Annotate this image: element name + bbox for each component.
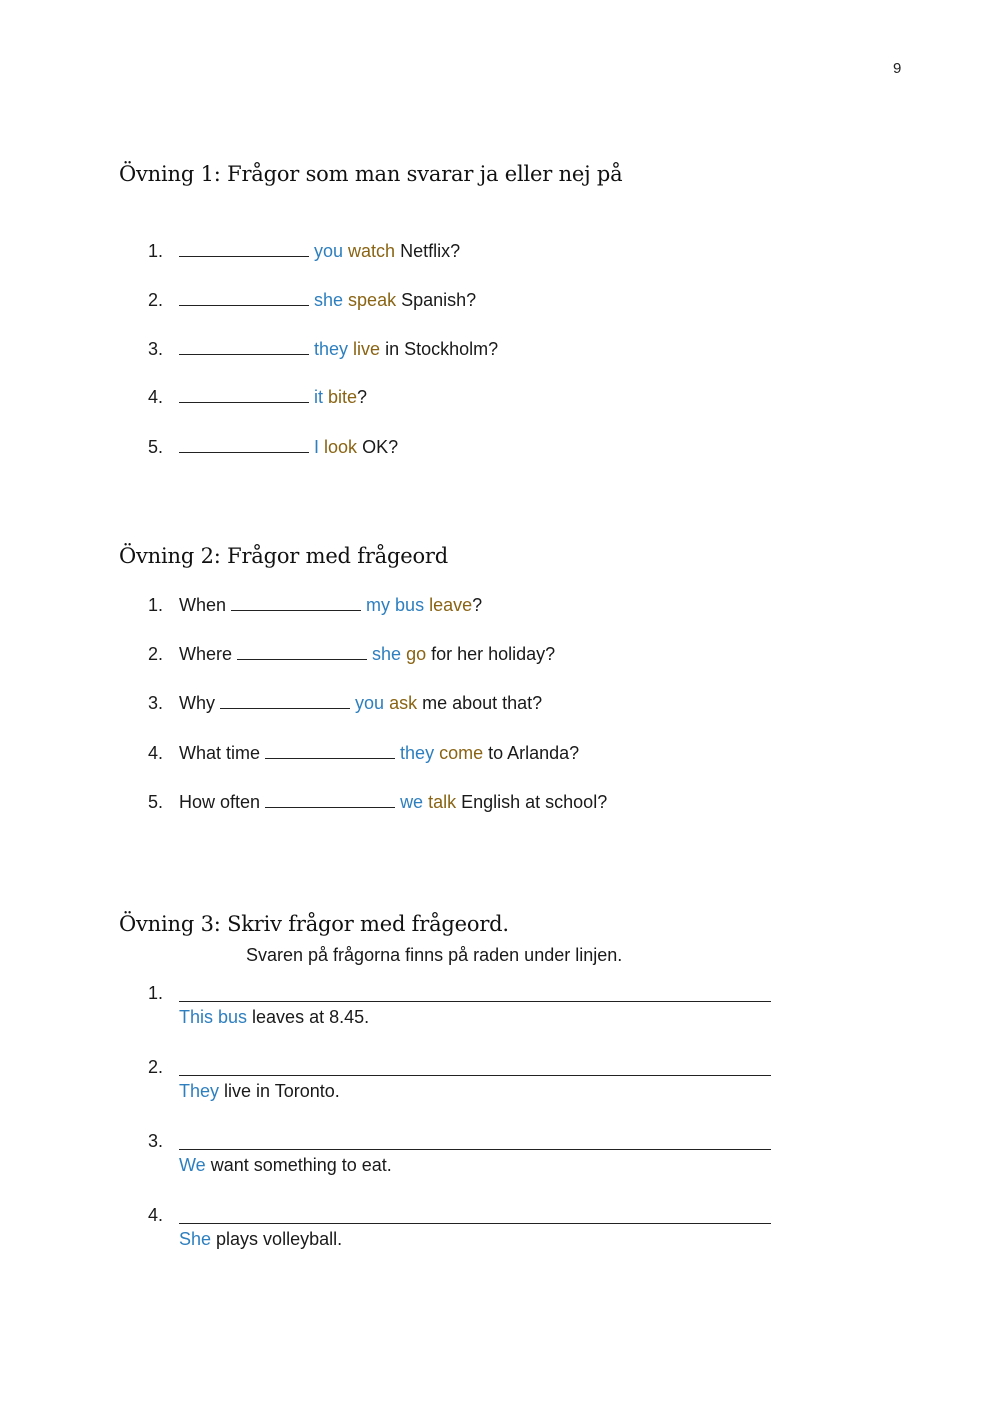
verb-word: watch [348,241,396,261]
answer-rest: live in Toronto. [219,1081,340,1101]
question-word: How often [179,792,261,812]
answer-line[interactable] [179,1205,771,1224]
question-word: Why [179,693,215,713]
subject-word: We [179,1155,206,1175]
ex2-item-3 [179,692,542,714]
answer-blank[interactable] [237,644,367,660]
answer-line[interactable] [179,1057,771,1076]
subject-word: they [400,743,435,763]
answer-rest: leaves at 8.45. [247,1007,370,1027]
question-rest: to Arlanda? [483,743,580,763]
ex2-item-4-number: 4. [148,743,164,763]
question-word: When [179,595,227,615]
ex1-item-3 [179,338,498,360]
question-rest: in Stockholm? [380,339,499,359]
subject-word: I [314,437,320,457]
subject-word: they [314,339,349,359]
ex2-item-1-number: 1. [148,595,164,615]
ex2-item-4 [179,742,579,764]
ex1-item-5 [179,436,398,458]
verb-word: live [353,339,381,359]
ex1-item-2-number: 2. [148,290,164,310]
subject-word: you [355,693,385,713]
answer-blank[interactable] [231,595,361,611]
ex3-item-4-number: 4. [148,1205,164,1225]
ex1-item-4-number: 4. [148,387,164,407]
subject-word: She [179,1229,212,1249]
subject-word: you [314,241,344,261]
answer-rest: plays volleyball. [211,1229,343,1249]
subject-word: she [372,644,402,664]
ex2-item-2-number: 2. [148,644,164,664]
answer-blank[interactable] [220,693,350,709]
subject-word: my bus [366,595,425,615]
verb-word: bite [328,387,358,407]
answer-blank[interactable] [265,743,395,759]
question-rest: ? [357,387,368,407]
ex3-item-1-answer [179,1006,369,1028]
ex2-item-3-number: 3. [148,693,164,713]
ex2-item-5-number: 5. [148,792,164,812]
ex1-item-1-number: 1. [148,241,164,261]
ex3-item-4-answer [179,1228,342,1250]
verb-word: come [439,743,484,763]
ex2-item-5 [179,791,607,813]
subject-word: it [314,387,323,407]
ex1-item-2 [179,289,476,311]
exercise-3-instruction: Svaren på frågorna finns på raden under linjen. [246,945,623,965]
page-number: 9 [893,60,902,77]
answer-rest: want something to eat. [205,1155,392,1175]
ex3-item-3-number: 3. [148,1131,164,1151]
question-rest: English at school? [456,792,608,812]
ex3-item-2-number: 2. [148,1057,164,1077]
question-rest: ? [472,595,483,615]
verb-word: look [324,437,358,457]
answer-blank[interactable] [179,290,309,306]
verb-word: leave [429,595,473,615]
exercise-1-title: Övning 1: Frågor som man svarar ja eller nej på [119,162,623,186]
subject-word: This bus [179,1007,248,1027]
answer-line[interactable] [179,983,771,1002]
question-rest: me about that? [417,693,543,713]
ex2-item-1 [179,594,482,616]
answer-blank[interactable] [265,792,395,808]
ex3-item-1-number: 1. [148,983,164,1003]
exercise-2-title: Övning 2: Frågor med frågeord [119,544,448,568]
ex3-item-2-answer [179,1080,340,1102]
question-word: What time [179,743,261,763]
answer-line[interactable] [179,1131,771,1150]
question-word: Where [179,644,233,664]
answer-blank[interactable] [179,339,309,355]
subject-word: They [179,1081,220,1101]
verb-word: speak [348,290,397,310]
ex1-item-3-number: 3. [148,339,164,359]
verb-word: go [406,644,427,664]
verb-word: ask [389,693,418,713]
exercise-3-title: Övning 3: Skriv frågor med frågeord. [119,912,509,936]
answer-blank[interactable] [179,387,309,403]
answer-blank[interactable] [179,241,309,257]
question-rest: for her holiday? [426,644,556,664]
verb-word: talk [428,792,457,812]
question-rest: OK? [357,437,399,457]
ex3-item-3-answer [179,1154,392,1176]
answer-blank[interactable] [179,437,309,453]
ex1-item-1 [179,240,460,262]
subject-word: she [314,290,344,310]
subject-word: we [400,792,424,812]
question-rest: Netflix? [395,241,461,261]
ex1-item-5-number: 5. [148,437,164,457]
ex1-item-4 [179,386,367,408]
ex2-item-2 [179,643,555,665]
question-rest: Spanish? [396,290,477,310]
